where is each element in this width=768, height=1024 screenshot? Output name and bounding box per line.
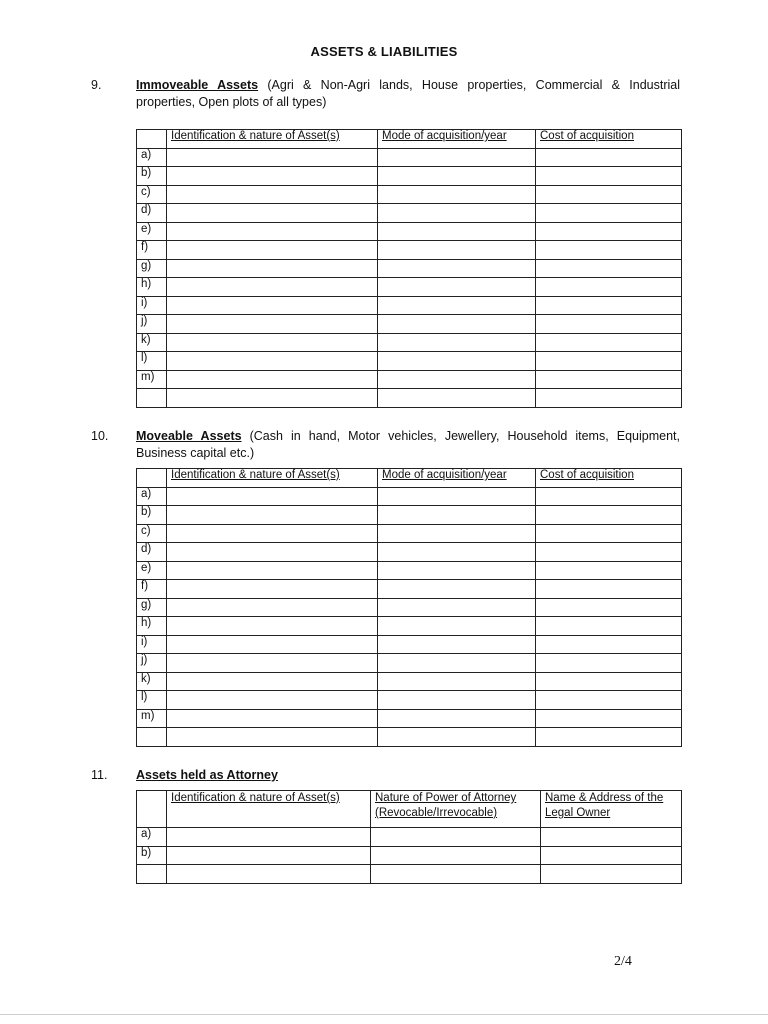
input-cell[interactable]: [167, 617, 378, 636]
row-label: h): [137, 617, 167, 636]
page-title: ASSETS & LIABILITIES: [310, 44, 458, 59]
input-cell[interactable]: [536, 635, 682, 654]
input-cell[interactable]: [536, 259, 682, 278]
row-label: [137, 389, 167, 408]
column-header: Cost of acquisition: [536, 469, 682, 488]
section-description: [136, 767, 680, 784]
input-cell[interactable]: [536, 315, 682, 334]
input-cell[interactable]: [541, 828, 682, 847]
input-cell[interactable]: [167, 241, 378, 260]
input-cell[interactable]: [536, 506, 682, 525]
input-cell[interactable]: [167, 672, 378, 691]
row-label: i): [137, 296, 167, 315]
table-row: [137, 617, 682, 636]
table-row: [137, 654, 682, 673]
table-row: [137, 580, 682, 599]
column-header: Name & Address of the Legal Owner: [541, 791, 682, 828]
input-cell[interactable]: [541, 865, 682, 884]
table-row: [137, 543, 682, 562]
column-header: Cost of acquisition: [536, 130, 682, 149]
input-cell[interactable]: [167, 487, 378, 506]
column-header: [137, 791, 167, 828]
row-label: a): [137, 487, 167, 506]
table-row: [137, 352, 682, 371]
table-row: [137, 709, 682, 728]
input-cell[interactable]: [167, 389, 378, 408]
row-label: [137, 865, 167, 884]
input-cell[interactable]: [167, 296, 378, 315]
input-cell[interactable]: [167, 315, 378, 334]
row-label: e): [137, 561, 167, 580]
input-cell[interactable]: [536, 148, 682, 167]
section-lead: Moveable Assets: [136, 429, 242, 443]
row-label: k): [137, 333, 167, 352]
input-cell[interactable]: [536, 709, 682, 728]
row-label: k): [137, 672, 167, 691]
input-cell[interactable]: [378, 543, 536, 562]
input-cell[interactable]: [378, 278, 536, 297]
row-label: j): [137, 315, 167, 334]
input-cell[interactable]: [378, 580, 536, 599]
table-row: [137, 506, 682, 525]
input-cell[interactable]: [536, 241, 682, 260]
column-header: Identification & nature of Asset(s): [167, 130, 378, 149]
input-cell[interactable]: [536, 580, 682, 599]
input-cell[interactable]: [536, 543, 682, 562]
row-label: b): [137, 167, 167, 186]
row-label: e): [137, 222, 167, 241]
input-cell[interactable]: [167, 728, 378, 747]
table-row: [137, 259, 682, 278]
table-row: [137, 487, 682, 506]
row-label: j): [137, 654, 167, 673]
column-header: Mode of acquisition/year: [378, 130, 536, 149]
row-label: f): [137, 580, 167, 599]
input-cell[interactable]: [536, 278, 682, 297]
input-cell[interactable]: [378, 487, 536, 506]
row-label: d): [137, 204, 167, 223]
table-row: [137, 828, 682, 847]
table-row: [137, 315, 682, 334]
input-cell[interactable]: [378, 222, 536, 241]
input-cell[interactable]: [167, 524, 378, 543]
row-label: c): [137, 185, 167, 204]
input-cell[interactable]: [167, 654, 378, 673]
section-rest: (Agri & Non-Agri lands, House properties, Commercial & Industrial properties, Open plots of all types): [136, 78, 680, 109]
row-label: c): [137, 524, 167, 543]
input-cell[interactable]: [167, 204, 378, 223]
input-cell[interactable]: [167, 846, 371, 865]
input-cell[interactable]: [536, 185, 682, 204]
table-row: [137, 672, 682, 691]
table-row: [137, 389, 682, 408]
table-header-row: [137, 130, 682, 149]
row-label: l): [137, 352, 167, 371]
row-label: g): [137, 598, 167, 617]
moveable-assets-table: [136, 468, 682, 747]
row-label: h): [137, 278, 167, 297]
input-cell[interactable]: [167, 259, 378, 278]
column-header: Nature of Power of Attorney (Revocable/Irrevocable): [371, 791, 541, 828]
input-cell[interactable]: [378, 352, 536, 371]
input-cell[interactable]: [378, 561, 536, 580]
input-cell[interactable]: [536, 728, 682, 747]
input-cell[interactable]: [536, 204, 682, 223]
table-row: [137, 635, 682, 654]
input-cell[interactable]: [167, 333, 378, 352]
input-cell[interactable]: [167, 828, 371, 847]
attorney-assets-table: [136, 790, 682, 884]
section-number: 10.: [91, 429, 109, 443]
immoveable-assets-table: [136, 129, 682, 408]
section-lead: Assets held as Attorney: [136, 768, 278, 782]
input-cell[interactable]: [536, 691, 682, 710]
column-header: [137, 130, 167, 149]
input-cell[interactable]: [378, 389, 536, 408]
table-row: [137, 333, 682, 352]
table-row: [137, 370, 682, 389]
row-label: i): [137, 635, 167, 654]
input-cell[interactable]: [536, 672, 682, 691]
input-cell[interactable]: [378, 635, 536, 654]
section-rest: (Cash in hand, Motor vehicles, Jewellery, Household items, Equipment, Business capital etc.): [136, 429, 680, 460]
row-label: a): [137, 148, 167, 167]
table-row: [137, 148, 682, 167]
table-header-row: [137, 469, 682, 488]
row-label: m): [137, 370, 167, 389]
input-cell[interactable]: [536, 370, 682, 389]
input-cell[interactable]: [378, 506, 536, 525]
table-header-row: [137, 791, 682, 828]
input-cell[interactable]: [167, 352, 378, 371]
input-cell[interactable]: [536, 222, 682, 241]
table-row: [137, 728, 682, 747]
input-cell[interactable]: [536, 333, 682, 352]
input-cell[interactable]: [167, 148, 378, 167]
input-cell[interactable]: [167, 543, 378, 562]
table-row: [137, 222, 682, 241]
column-header: Mode of acquisition/year: [378, 469, 536, 488]
input-cell[interactable]: [378, 691, 536, 710]
table-row: [137, 524, 682, 543]
input-cell[interactable]: [167, 370, 378, 389]
row-label: b): [137, 506, 167, 525]
input-cell[interactable]: [536, 617, 682, 636]
input-cell[interactable]: [536, 561, 682, 580]
table-row: [137, 691, 682, 710]
section-number: 9.: [91, 78, 102, 92]
input-cell[interactable]: [167, 278, 378, 297]
input-cell[interactable]: [167, 635, 378, 654]
section-description: [136, 428, 680, 462]
input-cell[interactable]: [167, 561, 378, 580]
input-cell[interactable]: [378, 148, 536, 167]
input-cell[interactable]: [167, 580, 378, 599]
table-row: [137, 185, 682, 204]
column-header: Identification & nature of Asset(s): [167, 469, 378, 488]
table-row: [137, 278, 682, 297]
row-label: d): [137, 543, 167, 562]
page-number: 2/4: [614, 954, 632, 969]
column-header: [137, 469, 167, 488]
table-row: [137, 865, 682, 884]
input-cell[interactable]: [378, 370, 536, 389]
row-label: f): [137, 241, 167, 260]
row-label: l): [137, 691, 167, 710]
input-cell[interactable]: [378, 709, 536, 728]
input-cell[interactable]: [371, 865, 541, 884]
row-label: a): [137, 828, 167, 847]
input-cell[interactable]: [536, 389, 682, 408]
input-cell[interactable]: [167, 709, 378, 728]
input-cell[interactable]: [371, 846, 541, 865]
table-row: [137, 204, 682, 223]
input-cell[interactable]: [167, 222, 378, 241]
input-cell[interactable]: [536, 487, 682, 506]
input-cell[interactable]: [167, 598, 378, 617]
input-cell[interactable]: [378, 296, 536, 315]
input-cell[interactable]: [378, 315, 536, 334]
input-cell[interactable]: [536, 598, 682, 617]
input-cell[interactable]: [536, 352, 682, 371]
row-label: b): [137, 846, 167, 865]
input-cell[interactable]: [378, 259, 536, 278]
input-cell[interactable]: [167, 506, 378, 525]
input-cell[interactable]: [536, 654, 682, 673]
input-cell[interactable]: [536, 296, 682, 315]
row-label: g): [137, 259, 167, 278]
column-header: Identification & nature of Asset(s): [167, 791, 371, 828]
input-cell[interactable]: [378, 524, 536, 543]
input-cell[interactable]: [536, 167, 682, 186]
input-cell[interactable]: [378, 167, 536, 186]
section-lead: Immoveable Assets: [136, 78, 259, 92]
input-cell[interactable]: [378, 672, 536, 691]
section-description: [136, 77, 680, 111]
input-cell[interactable]: [378, 333, 536, 352]
row-label: m): [137, 709, 167, 728]
input-cell[interactable]: [378, 185, 536, 204]
row-label: [137, 728, 167, 747]
input-cell[interactable]: [378, 617, 536, 636]
table-row: [137, 561, 682, 580]
input-cell[interactable]: [167, 167, 378, 186]
table-row: [137, 241, 682, 260]
table-row: [137, 598, 682, 617]
input-cell[interactable]: [378, 598, 536, 617]
input-cell[interactable]: [378, 728, 536, 747]
input-cell[interactable]: [378, 204, 536, 223]
input-cell[interactable]: [536, 524, 682, 543]
input-cell[interactable]: [167, 865, 371, 884]
table-row: [137, 846, 682, 865]
input-cell[interactable]: [167, 185, 378, 204]
table-row: [137, 296, 682, 315]
input-cell[interactable]: [167, 691, 378, 710]
section-number: 11.: [91, 768, 108, 782]
table-row: [137, 167, 682, 186]
input-cell[interactable]: [541, 846, 682, 865]
input-cell[interactable]: [378, 241, 536, 260]
input-cell[interactable]: [371, 828, 541, 847]
page-edge-divider: [0, 1014, 768, 1015]
input-cell[interactable]: [378, 654, 536, 673]
